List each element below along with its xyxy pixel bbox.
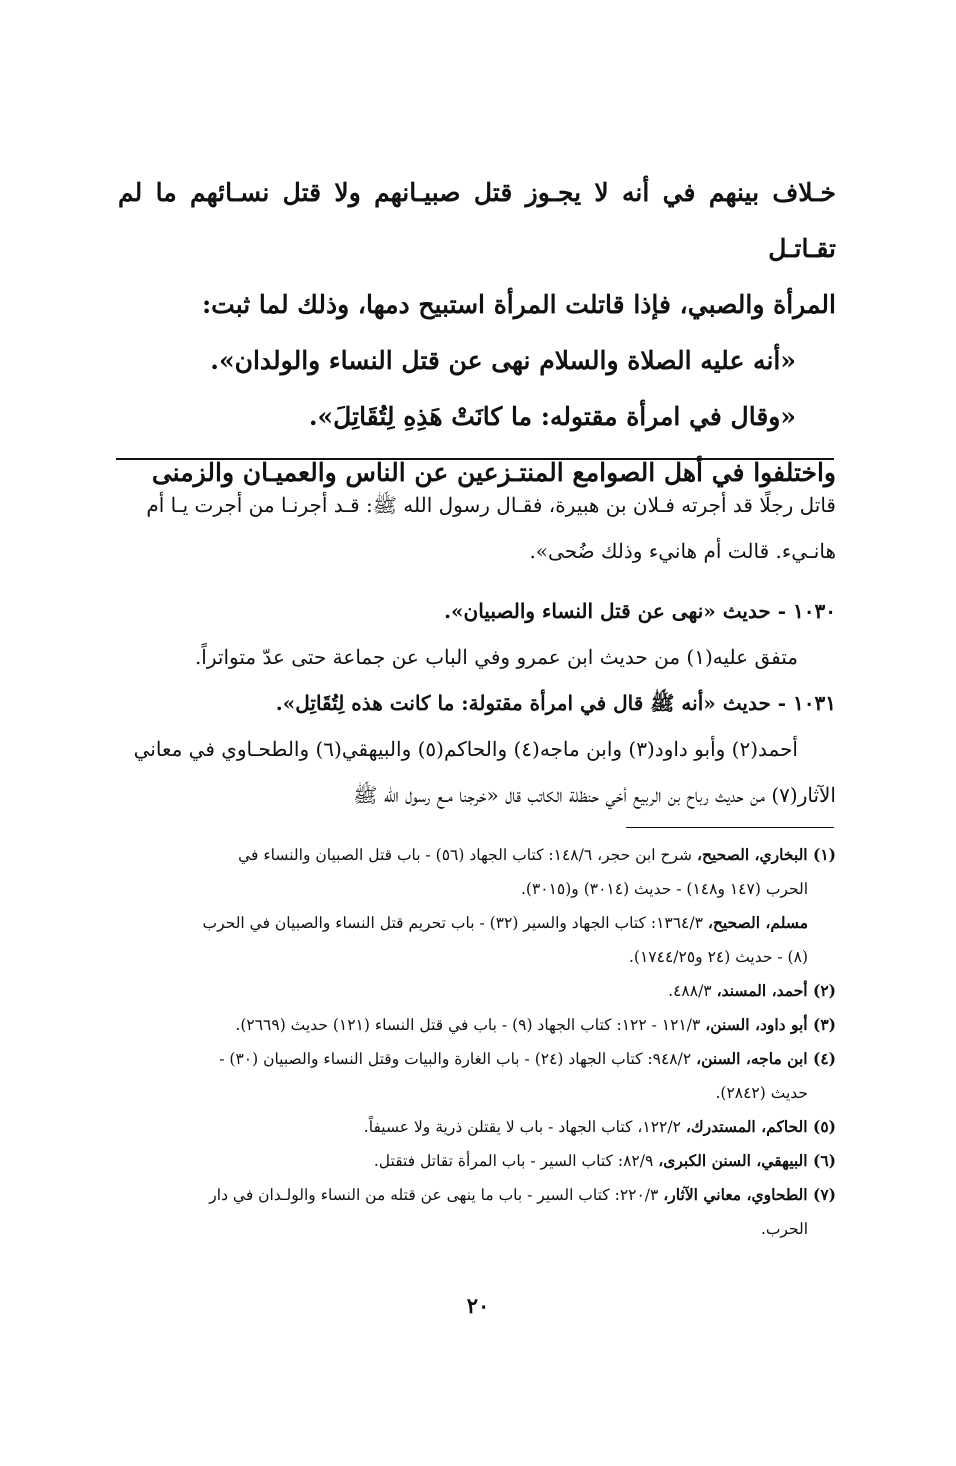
footnote-divider (626, 827, 834, 828)
main-text-line: المرأة والصبي، فإذا قاتلت المرأة استبيح دمها، وذلك لما ثبت: (201, 290, 836, 319)
footnote-text: ٩٤٨/٢: كتاب الجهاد (٢٤) - باب الغارة والبيات وقتل النساء والصبيان (٣٠) - (219, 1050, 692, 1068)
hadith-1030-title: ١٠٣٠ - حديث «نهى عن قتل النساء والصبيان». (444, 599, 836, 623)
footnote-text: ١٣٦٤/٣: كتاب الجهاد والسير (٣٢) - باب تحريم قتل النساء والصبيان في الحرب (202, 914, 703, 932)
footnote-1b (118, 906, 836, 974)
hadith-1031-text: أحمد(٢) وأبو داود(٣) وابن ماجه(٤) والحاكم(٥) والبيهقي(٦) والطحـاوي في معاني (133, 737, 798, 761)
footnote-text: الحرب. (760, 1220, 808, 1238)
footnote-text: (٨) - حديث (٢٤ و١٧٤٤/٢٥). (628, 948, 808, 966)
hadith-1031-title: ١٠٣١ - حديث «أنه ﷺ قال في امرأة مقتولة: ما كانت هذه لِتُقَاتِل». (275, 691, 836, 715)
footnote-source: (٦) البيهقي، السنن الكبرى، (658, 1151, 836, 1170)
footnote-source: مسلم، الصحيح، (707, 913, 808, 932)
main-text-line: واختلفوا في أهل الصوامع المنتـزعين عن الناس والعميـان والزمنى (151, 458, 836, 487)
footnote-4 (118, 1042, 836, 1110)
commentary-line: قاتل رجلًا قد أجرته فـلان بن هبيرة، فقـال رسول الله ﷺ: قـد أجرنـا من أجرت يـا أم (146, 493, 836, 517)
footnote-source: (٢) أحمد، المسند، (716, 981, 836, 1000)
commentary-block (118, 482, 836, 818)
footnotes-block (118, 838, 836, 1246)
footnote-source: (١) البخاري، الصحيح، (696, 845, 836, 864)
footnote-text: ٨٢/٩: كتاب السير - باب المرأة تقاتل فتقتل. (373, 1152, 654, 1170)
footnote-text: ٤٨٨/٣. (668, 982, 712, 1000)
footnote-source: (٥) الحاكم، المستدرك، (685, 1117, 836, 1136)
footnote-text: شرح ابن حجر، ١٤٨/٦: كتاب الجهاد (٥٦) - باب قتل الصبيان والنساء في (238, 846, 693, 864)
footnote-source: (٤) ابن ماجه، السنن، (696, 1049, 836, 1068)
main-text-block (118, 165, 836, 501)
hadith-quote: «وقال في امرأة مقتوله: ما كانَتْ هَذِهِ لِتُقَاتِلَ». (308, 402, 796, 431)
footnote-6 (118, 1144, 836, 1178)
footnote-text: ٢٢٠/٣: كتاب السير - باب ما ينهى عن قتله من النساء والولـدان في دار (209, 1186, 659, 1204)
footnote-2 (118, 974, 836, 1008)
hadith-1031-text: الآثار(٧) من حديث رباح بن الربيع أخي حنظلة الكاتب قال «خرجنا مـع رسول الله ﷺ (353, 783, 836, 807)
footnote-source: (٣) أبو داود، السنن، (705, 1015, 836, 1034)
footnote-text: الحرب (١٤٧ و١٤٨) - حديث (٣٠١٤) و(٣٠١٥). (520, 880, 808, 898)
commentary-line: هانـيء. قالت أم هانيء وذلك ضُحى». (529, 539, 836, 563)
footnote-3 (118, 1008, 836, 1042)
footnote-1 (118, 838, 836, 906)
section-divider (116, 458, 834, 460)
footnote-text: ١٢٢/٢، كتاب الجهاد - باب لا يقتلن ذرية ولا عسيفاً. (363, 1118, 681, 1136)
main-text-line: خـلاف بينهم في أنه لا يجـوز قتل صبيـانهم ولا قتل نسـائهم ما لم تقـاتـل (118, 178, 836, 263)
footnote-text: ١٢١/٣ - ١٢٢: كتاب الجهاد (٩) - باب في قتل النساء (١٢١) حديث (٢٦٦٩). (235, 1016, 701, 1034)
footnote-5 (118, 1110, 836, 1144)
hadith-1030-text: متفق عليه(١) من حديث ابن عمرو وفي الباب عن جماعة حتى عدّ متواتراً. (194, 645, 798, 669)
footnote-7 (118, 1178, 836, 1246)
page-number: ٢٠ (466, 1293, 490, 1318)
footnote-text: حديث (٢٨٤٢). (715, 1084, 808, 1102)
footnote-source: (٧) الطحاوي، معاني الآثار، (663, 1185, 836, 1204)
hadith-quote: «أنه عليه الصلاة والسلام نهى عن قتل النساء والولدان». (210, 346, 796, 375)
